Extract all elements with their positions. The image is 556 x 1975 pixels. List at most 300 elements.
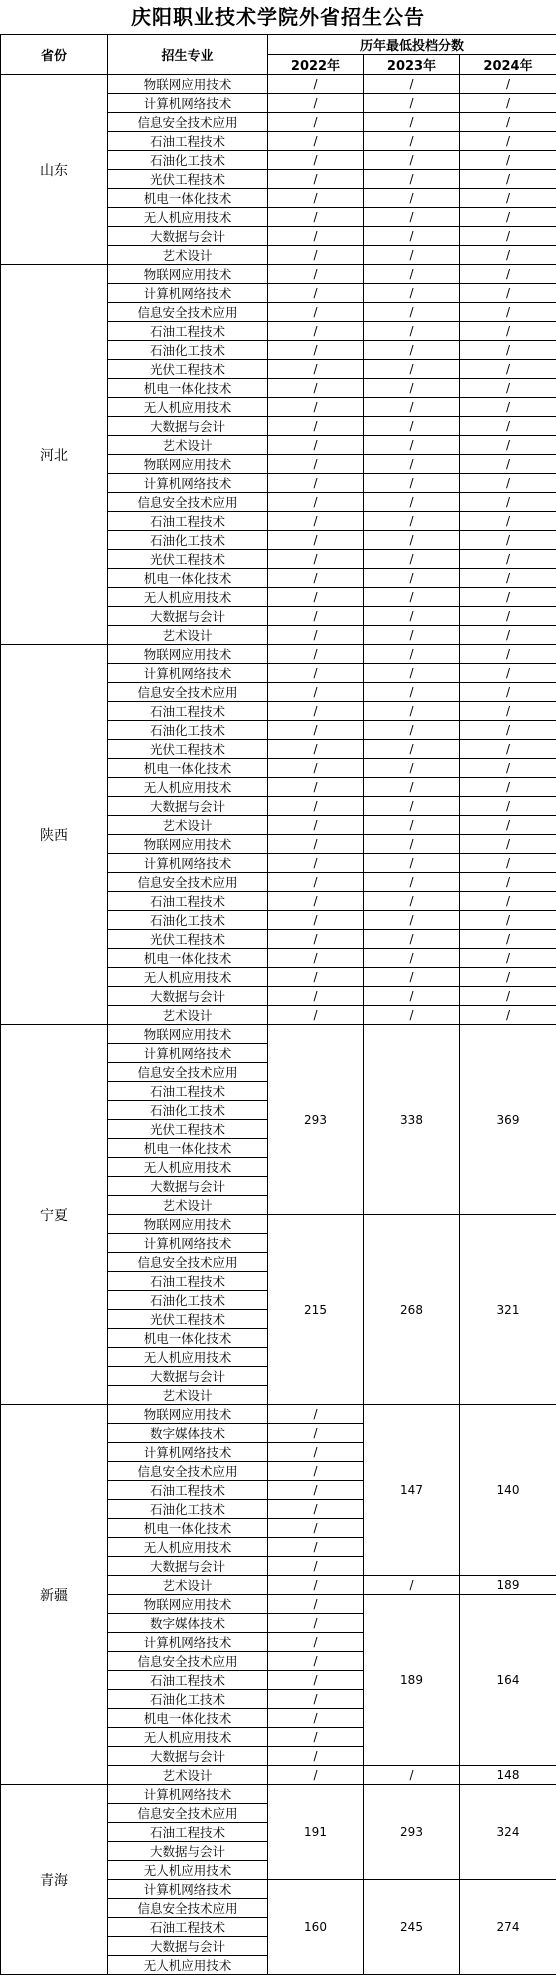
major-cell: 机电一体化技术 xyxy=(108,1519,268,1538)
score-cell: / xyxy=(460,379,556,398)
score-cell: / xyxy=(268,1728,364,1747)
score-cell: / xyxy=(460,1006,556,1025)
score-cell: / xyxy=(460,835,556,854)
major-cell: 光伏工程技术 xyxy=(108,930,268,949)
province-cell: 山东 xyxy=(1,75,108,265)
score-cell: / xyxy=(364,512,460,531)
major-cell: 计算机网络技术 xyxy=(108,1443,268,1462)
major-cell: 大数据与会计 xyxy=(108,1557,268,1576)
page-title: 庆阳职业技术学院外省招生公告 xyxy=(0,0,556,34)
score-cell: / xyxy=(364,360,460,379)
major-header: 招生专业 xyxy=(108,35,268,75)
score-cell: / xyxy=(364,436,460,455)
major-cell: 物联网应用技术 xyxy=(108,1405,268,1424)
table-row xyxy=(1,265,556,284)
score-cell: / xyxy=(268,1424,364,1443)
major-cell: 信息安全技术应用 xyxy=(108,1253,268,1272)
major-cell: 无人机应用技术 xyxy=(108,1538,268,1557)
major-cell: 信息安全技术应用 xyxy=(108,303,268,322)
score-cell: / xyxy=(460,170,556,189)
major-cell: 石油工程技术 xyxy=(108,512,268,531)
score-cell: / xyxy=(268,1766,364,1785)
major-cell: 信息安全技术应用 xyxy=(108,1462,268,1481)
major-cell: 石油工程技术 xyxy=(108,322,268,341)
score-cell: / xyxy=(268,132,364,151)
major-cell: 石油化工技术 xyxy=(108,1291,268,1310)
major-cell: 信息安全技术应用 xyxy=(108,683,268,702)
major-cell: 物联网应用技术 xyxy=(108,455,268,474)
score-cell: / xyxy=(364,94,460,113)
score-cell: / xyxy=(460,702,556,721)
score-cell: / xyxy=(268,645,364,664)
year-header-2022: 2022年 xyxy=(268,55,364,75)
score-cell: / xyxy=(268,911,364,930)
score-cell: / xyxy=(460,854,556,873)
score-cell: / xyxy=(268,455,364,474)
score-cell: / xyxy=(268,721,364,740)
score-cell: / xyxy=(268,626,364,645)
province-header: 省份 xyxy=(1,35,108,75)
score-cell: / xyxy=(268,550,364,569)
score-cell: / xyxy=(268,303,364,322)
score-cell: / xyxy=(268,417,364,436)
score-cell: / xyxy=(268,949,364,968)
score-cell-merged: 293 xyxy=(268,1025,364,1215)
score-cell: / xyxy=(268,113,364,132)
table-row xyxy=(1,75,556,94)
major-cell: 无人机应用技术 xyxy=(108,968,268,987)
score-cell: / xyxy=(268,246,364,265)
major-cell: 大数据与会计 xyxy=(108,1937,268,1956)
score-cell: / xyxy=(460,550,556,569)
score-cell: / xyxy=(268,664,364,683)
score-cell-merged: 324 xyxy=(460,1785,556,1880)
score-cell-merged: 321 xyxy=(460,1215,556,1405)
score-cell: / xyxy=(268,1614,364,1633)
major-cell: 石油工程技术 xyxy=(108,1918,268,1937)
score-cell: / xyxy=(460,303,556,322)
score-cell: / xyxy=(460,949,556,968)
major-cell: 无人机应用技术 xyxy=(108,1728,268,1747)
score-cell: / xyxy=(364,607,460,626)
major-cell: 石油化工技术 xyxy=(108,1101,268,1120)
score-cell: / xyxy=(364,341,460,360)
score-cell: / xyxy=(364,151,460,170)
score-cell: / xyxy=(268,683,364,702)
score-cell: / xyxy=(364,930,460,949)
score-cell: / xyxy=(364,284,460,303)
major-cell: 光伏工程技术 xyxy=(108,550,268,569)
major-cell: 机电一体化技术 xyxy=(108,569,268,588)
score-cell: / xyxy=(268,930,364,949)
major-cell: 物联网应用技术 xyxy=(108,75,268,94)
score-cell: / xyxy=(364,493,460,512)
score-cell-merged: 245 xyxy=(364,1880,460,1975)
score-cell: / xyxy=(268,1652,364,1671)
major-cell: 光伏工程技术 xyxy=(108,170,268,189)
score-cell: / xyxy=(364,227,460,246)
score-cell: / xyxy=(268,987,364,1006)
major-cell: 石油化工技术 xyxy=(108,911,268,930)
score-cell: / xyxy=(460,436,556,455)
score-cell: / xyxy=(268,151,364,170)
score-cell: / xyxy=(460,930,556,949)
province-cell: 河北 xyxy=(1,265,108,645)
score-cell: / xyxy=(268,436,364,455)
score-cell: / xyxy=(460,284,556,303)
score-cell: / xyxy=(460,341,556,360)
score-cell: / xyxy=(268,1405,364,1424)
major-cell: 石油工程技术 xyxy=(108,1481,268,1500)
score-cell: / xyxy=(364,75,460,94)
score-cell: / xyxy=(364,303,460,322)
score-cell: / xyxy=(364,854,460,873)
score-cell: / xyxy=(268,1633,364,1652)
score-cell: / xyxy=(268,873,364,892)
score-cell: / xyxy=(364,531,460,550)
major-cell: 石油工程技术 xyxy=(108,702,268,721)
score-cell: / xyxy=(364,417,460,436)
score-cell: / xyxy=(460,892,556,911)
major-cell: 无人机应用技术 xyxy=(108,778,268,797)
score-cell: / xyxy=(460,626,556,645)
major-cell: 数字媒体技术 xyxy=(108,1614,268,1633)
score-cell: / xyxy=(364,626,460,645)
major-cell: 物联网应用技术 xyxy=(108,1025,268,1044)
major-cell: 机电一体化技术 xyxy=(108,189,268,208)
score-cell: / xyxy=(460,569,556,588)
score-cell: / xyxy=(268,189,364,208)
major-cell: 大数据与会计 xyxy=(108,1747,268,1766)
major-cell: 物联网应用技术 xyxy=(108,835,268,854)
score-cell: / xyxy=(364,740,460,759)
score-cell: / xyxy=(364,873,460,892)
score-cell: / xyxy=(268,797,364,816)
score-cell: / xyxy=(364,816,460,835)
score-cell: / xyxy=(460,113,556,132)
table-body xyxy=(1,75,556,1975)
score-cell: / xyxy=(268,398,364,417)
score-cell: / xyxy=(268,1538,364,1557)
major-cell: 信息安全技术应用 xyxy=(108,1063,268,1082)
province-cell: 新疆 xyxy=(1,1405,108,1785)
score-cell: / xyxy=(364,721,460,740)
score-cell: / xyxy=(268,607,364,626)
major-cell: 计算机网络技术 xyxy=(108,664,268,683)
score-cell: / xyxy=(364,664,460,683)
major-cell: 无人机应用技术 xyxy=(108,1861,268,1880)
major-cell: 机电一体化技术 xyxy=(108,1139,268,1158)
major-cell: 大数据与会计 xyxy=(108,797,268,816)
major-cell: 石油工程技术 xyxy=(108,1671,268,1690)
major-cell: 信息安全技术应用 xyxy=(108,113,268,132)
score-cell: / xyxy=(364,132,460,151)
score-cell: / xyxy=(364,835,460,854)
major-cell: 石油化工技术 xyxy=(108,151,268,170)
score-cell: / xyxy=(268,1709,364,1728)
score-cell-merged: 293 xyxy=(364,1785,460,1880)
score-cell: / xyxy=(364,968,460,987)
major-cell: 机电一体化技术 xyxy=(108,1329,268,1348)
score-cell: / xyxy=(268,531,364,550)
major-cell: 艺术设计 xyxy=(108,626,268,645)
score-cell: / xyxy=(460,75,556,94)
score-cell: / xyxy=(460,797,556,816)
major-cell: 机电一体化技术 xyxy=(108,949,268,968)
major-cell: 计算机网络技术 xyxy=(108,1234,268,1253)
major-cell: 艺术设计 xyxy=(108,436,268,455)
score-cell: / xyxy=(268,835,364,854)
major-cell: 大数据与会计 xyxy=(108,607,268,626)
score-cell: / xyxy=(460,132,556,151)
major-cell: 大数据与会计 xyxy=(108,417,268,436)
major-cell: 信息安全技术应用 xyxy=(108,873,268,892)
major-cell: 无人机应用技术 xyxy=(108,398,268,417)
score-cell: / xyxy=(460,455,556,474)
score-group-header: 历年最低投档分数 xyxy=(268,35,556,55)
major-cell: 计算机网络技术 xyxy=(108,1044,268,1063)
major-cell: 大数据与会计 xyxy=(108,1367,268,1386)
major-cell: 艺术设计 xyxy=(108,1766,268,1785)
major-cell: 石油化工技术 xyxy=(108,341,268,360)
score-cell: / xyxy=(268,208,364,227)
major-cell: 计算机网络技术 xyxy=(108,474,268,493)
major-cell: 机电一体化技术 xyxy=(108,379,268,398)
score-cell: / xyxy=(364,645,460,664)
score-cell: / xyxy=(460,778,556,797)
score-cell: / xyxy=(364,379,460,398)
table-row xyxy=(1,1405,556,1424)
score-cell: / xyxy=(268,94,364,113)
score-cell: / xyxy=(364,797,460,816)
score-cell: / xyxy=(364,1006,460,1025)
score-cell: / xyxy=(268,170,364,189)
score-cell-merged: 191 xyxy=(268,1785,364,1880)
major-cell: 艺术设计 xyxy=(108,1006,268,1025)
score-cell-merged: 369 xyxy=(460,1025,556,1215)
major-cell: 石油工程技术 xyxy=(108,132,268,151)
year-header-2024: 2024年 xyxy=(460,55,556,75)
major-cell: 光伏工程技术 xyxy=(108,360,268,379)
score-cell-merged: 140 xyxy=(460,1405,556,1576)
score-cell: / xyxy=(364,702,460,721)
major-cell: 机电一体化技术 xyxy=(108,1709,268,1728)
score-cell: / xyxy=(268,1690,364,1709)
admission-score-table xyxy=(0,34,556,1975)
score-cell: / xyxy=(364,987,460,1006)
score-cell: / xyxy=(364,683,460,702)
score-cell-merged: 147 xyxy=(364,1405,460,1576)
score-cell: / xyxy=(268,968,364,987)
score-cell: / xyxy=(460,360,556,379)
score-cell: / xyxy=(268,702,364,721)
score-cell: / xyxy=(364,1576,460,1595)
score-cell: / xyxy=(268,265,364,284)
score-cell: / xyxy=(268,75,364,94)
score-cell: / xyxy=(364,892,460,911)
table-row xyxy=(1,1025,556,1044)
major-cell: 石油工程技术 xyxy=(108,1823,268,1842)
score-cell: / xyxy=(364,208,460,227)
major-cell: 计算机网络技术 xyxy=(108,854,268,873)
score-cell: / xyxy=(364,550,460,569)
score-cell: / xyxy=(460,645,556,664)
major-cell: 物联网应用技术 xyxy=(108,1215,268,1234)
major-cell: 石油化工技术 xyxy=(108,531,268,550)
major-cell: 光伏工程技术 xyxy=(108,1120,268,1139)
major-cell: 信息安全技术应用 xyxy=(108,1899,268,1918)
major-cell: 数字媒体技术 xyxy=(108,1424,268,1443)
table-row xyxy=(1,645,556,664)
score-cell: / xyxy=(460,911,556,930)
score-cell: / xyxy=(460,246,556,265)
major-cell: 石油工程技术 xyxy=(108,1082,268,1101)
major-cell: 计算机网络技术 xyxy=(108,1880,268,1899)
score-cell: / xyxy=(268,1595,364,1614)
score-cell: / xyxy=(460,208,556,227)
major-cell: 计算机网络技术 xyxy=(108,1633,268,1652)
year-header-2023: 2023年 xyxy=(364,55,460,75)
major-cell: 无人机应用技术 xyxy=(108,1348,268,1367)
major-cell: 信息安全技术应用 xyxy=(108,1652,268,1671)
score-cell: / xyxy=(364,949,460,968)
major-cell: 大数据与会计 xyxy=(108,1177,268,1196)
major-cell: 光伏工程技术 xyxy=(108,740,268,759)
score-cell: / xyxy=(364,322,460,341)
major-cell: 物联网应用技术 xyxy=(108,1595,268,1614)
major-cell: 艺术设计 xyxy=(108,1386,268,1405)
province-cell: 宁夏 xyxy=(1,1025,108,1405)
score-cell: / xyxy=(268,892,364,911)
major-cell: 信息安全技术应用 xyxy=(108,493,268,512)
score-cell: / xyxy=(364,170,460,189)
score-cell: / xyxy=(268,1006,364,1025)
major-cell: 艺术设计 xyxy=(108,1196,268,1215)
score-cell: / xyxy=(268,854,364,873)
score-cell: / xyxy=(268,1443,364,1462)
major-cell: 艺术设计 xyxy=(108,816,268,835)
table-row xyxy=(1,1785,556,1804)
major-cell: 石油化工技术 xyxy=(108,1690,268,1709)
score-cell: / xyxy=(460,512,556,531)
province-cell: 陕西 xyxy=(1,645,108,1025)
score-cell: / xyxy=(364,778,460,797)
score-cell: / xyxy=(460,398,556,417)
score-cell: / xyxy=(460,721,556,740)
major-cell: 石油化工技术 xyxy=(108,721,268,740)
score-cell: / xyxy=(268,1500,364,1519)
score-cell: / xyxy=(268,379,364,398)
score-cell: / xyxy=(268,493,364,512)
score-cell: / xyxy=(268,1481,364,1500)
score-cell: / xyxy=(460,664,556,683)
score-cell-merged: 215 xyxy=(268,1215,364,1405)
score-cell: / xyxy=(268,778,364,797)
major-cell: 艺术设计 xyxy=(108,1576,268,1595)
score-cell: / xyxy=(460,322,556,341)
score-cell: / xyxy=(268,588,364,607)
table-header xyxy=(1,35,556,75)
score-cell: 189 xyxy=(460,1576,556,1595)
score-cell: / xyxy=(460,683,556,702)
score-cell-merged: 268 xyxy=(364,1215,460,1405)
score-cell: / xyxy=(268,1747,364,1766)
score-cell: / xyxy=(268,1576,364,1595)
score-cell: / xyxy=(268,1671,364,1690)
major-cell: 机电一体化技术 xyxy=(108,759,268,778)
score-cell: / xyxy=(460,94,556,113)
score-cell-merged: 274 xyxy=(460,1880,556,1975)
score-cell: / xyxy=(460,227,556,246)
score-cell: / xyxy=(268,1519,364,1538)
score-cell: / xyxy=(460,607,556,626)
major-cell: 石油化工技术 xyxy=(108,1500,268,1519)
score-cell: 148 xyxy=(460,1766,556,1785)
score-cell-merged: 338 xyxy=(364,1025,460,1215)
score-cell: / xyxy=(268,816,364,835)
score-cell: / xyxy=(460,265,556,284)
score-cell-merged: 164 xyxy=(460,1595,556,1766)
score-cell: / xyxy=(268,1557,364,1576)
score-cell: / xyxy=(268,360,364,379)
major-cell: 大数据与会计 xyxy=(108,1842,268,1861)
major-cell: 艺术设计 xyxy=(108,246,268,265)
score-cell: / xyxy=(460,189,556,208)
score-cell: / xyxy=(268,341,364,360)
major-cell: 计算机网络技术 xyxy=(108,94,268,113)
score-cell-merged: 160 xyxy=(268,1880,364,1975)
score-cell: / xyxy=(460,759,556,778)
score-cell: / xyxy=(460,968,556,987)
score-cell: / xyxy=(460,816,556,835)
major-cell: 信息安全技术应用 xyxy=(108,1804,268,1823)
score-cell-merged: 189 xyxy=(364,1595,460,1766)
score-cell: / xyxy=(364,759,460,778)
major-cell: 大数据与会计 xyxy=(108,987,268,1006)
score-cell: / xyxy=(268,227,364,246)
major-cell: 计算机网络技术 xyxy=(108,284,268,303)
score-cell: / xyxy=(364,398,460,417)
score-cell: / xyxy=(460,987,556,1006)
score-cell: / xyxy=(364,113,460,132)
score-cell: / xyxy=(364,246,460,265)
score-cell: / xyxy=(268,759,364,778)
score-cell: / xyxy=(268,512,364,531)
score-cell: / xyxy=(364,455,460,474)
score-cell: / xyxy=(268,569,364,588)
score-cell: / xyxy=(460,740,556,759)
major-cell: 无人机应用技术 xyxy=(108,588,268,607)
score-cell: / xyxy=(460,417,556,436)
major-cell: 大数据与会计 xyxy=(108,227,268,246)
major-cell: 无人机应用技术 xyxy=(108,1158,268,1177)
major-cell: 光伏工程技术 xyxy=(108,1310,268,1329)
score-cell: / xyxy=(460,531,556,550)
score-cell: / xyxy=(364,569,460,588)
score-cell: / xyxy=(460,493,556,512)
score-cell: / xyxy=(268,474,364,493)
score-cell: / xyxy=(364,911,460,930)
major-cell: 无人机应用技术 xyxy=(108,208,268,227)
major-cell: 计算机网络技术 xyxy=(108,1785,268,1804)
score-cell: / xyxy=(268,284,364,303)
score-cell: / xyxy=(460,474,556,493)
score-cell: / xyxy=(268,322,364,341)
major-cell: 无人机应用技术 xyxy=(108,1956,268,1975)
score-cell: / xyxy=(364,265,460,284)
major-cell: 石油工程技术 xyxy=(108,892,268,911)
score-cell: / xyxy=(364,474,460,493)
